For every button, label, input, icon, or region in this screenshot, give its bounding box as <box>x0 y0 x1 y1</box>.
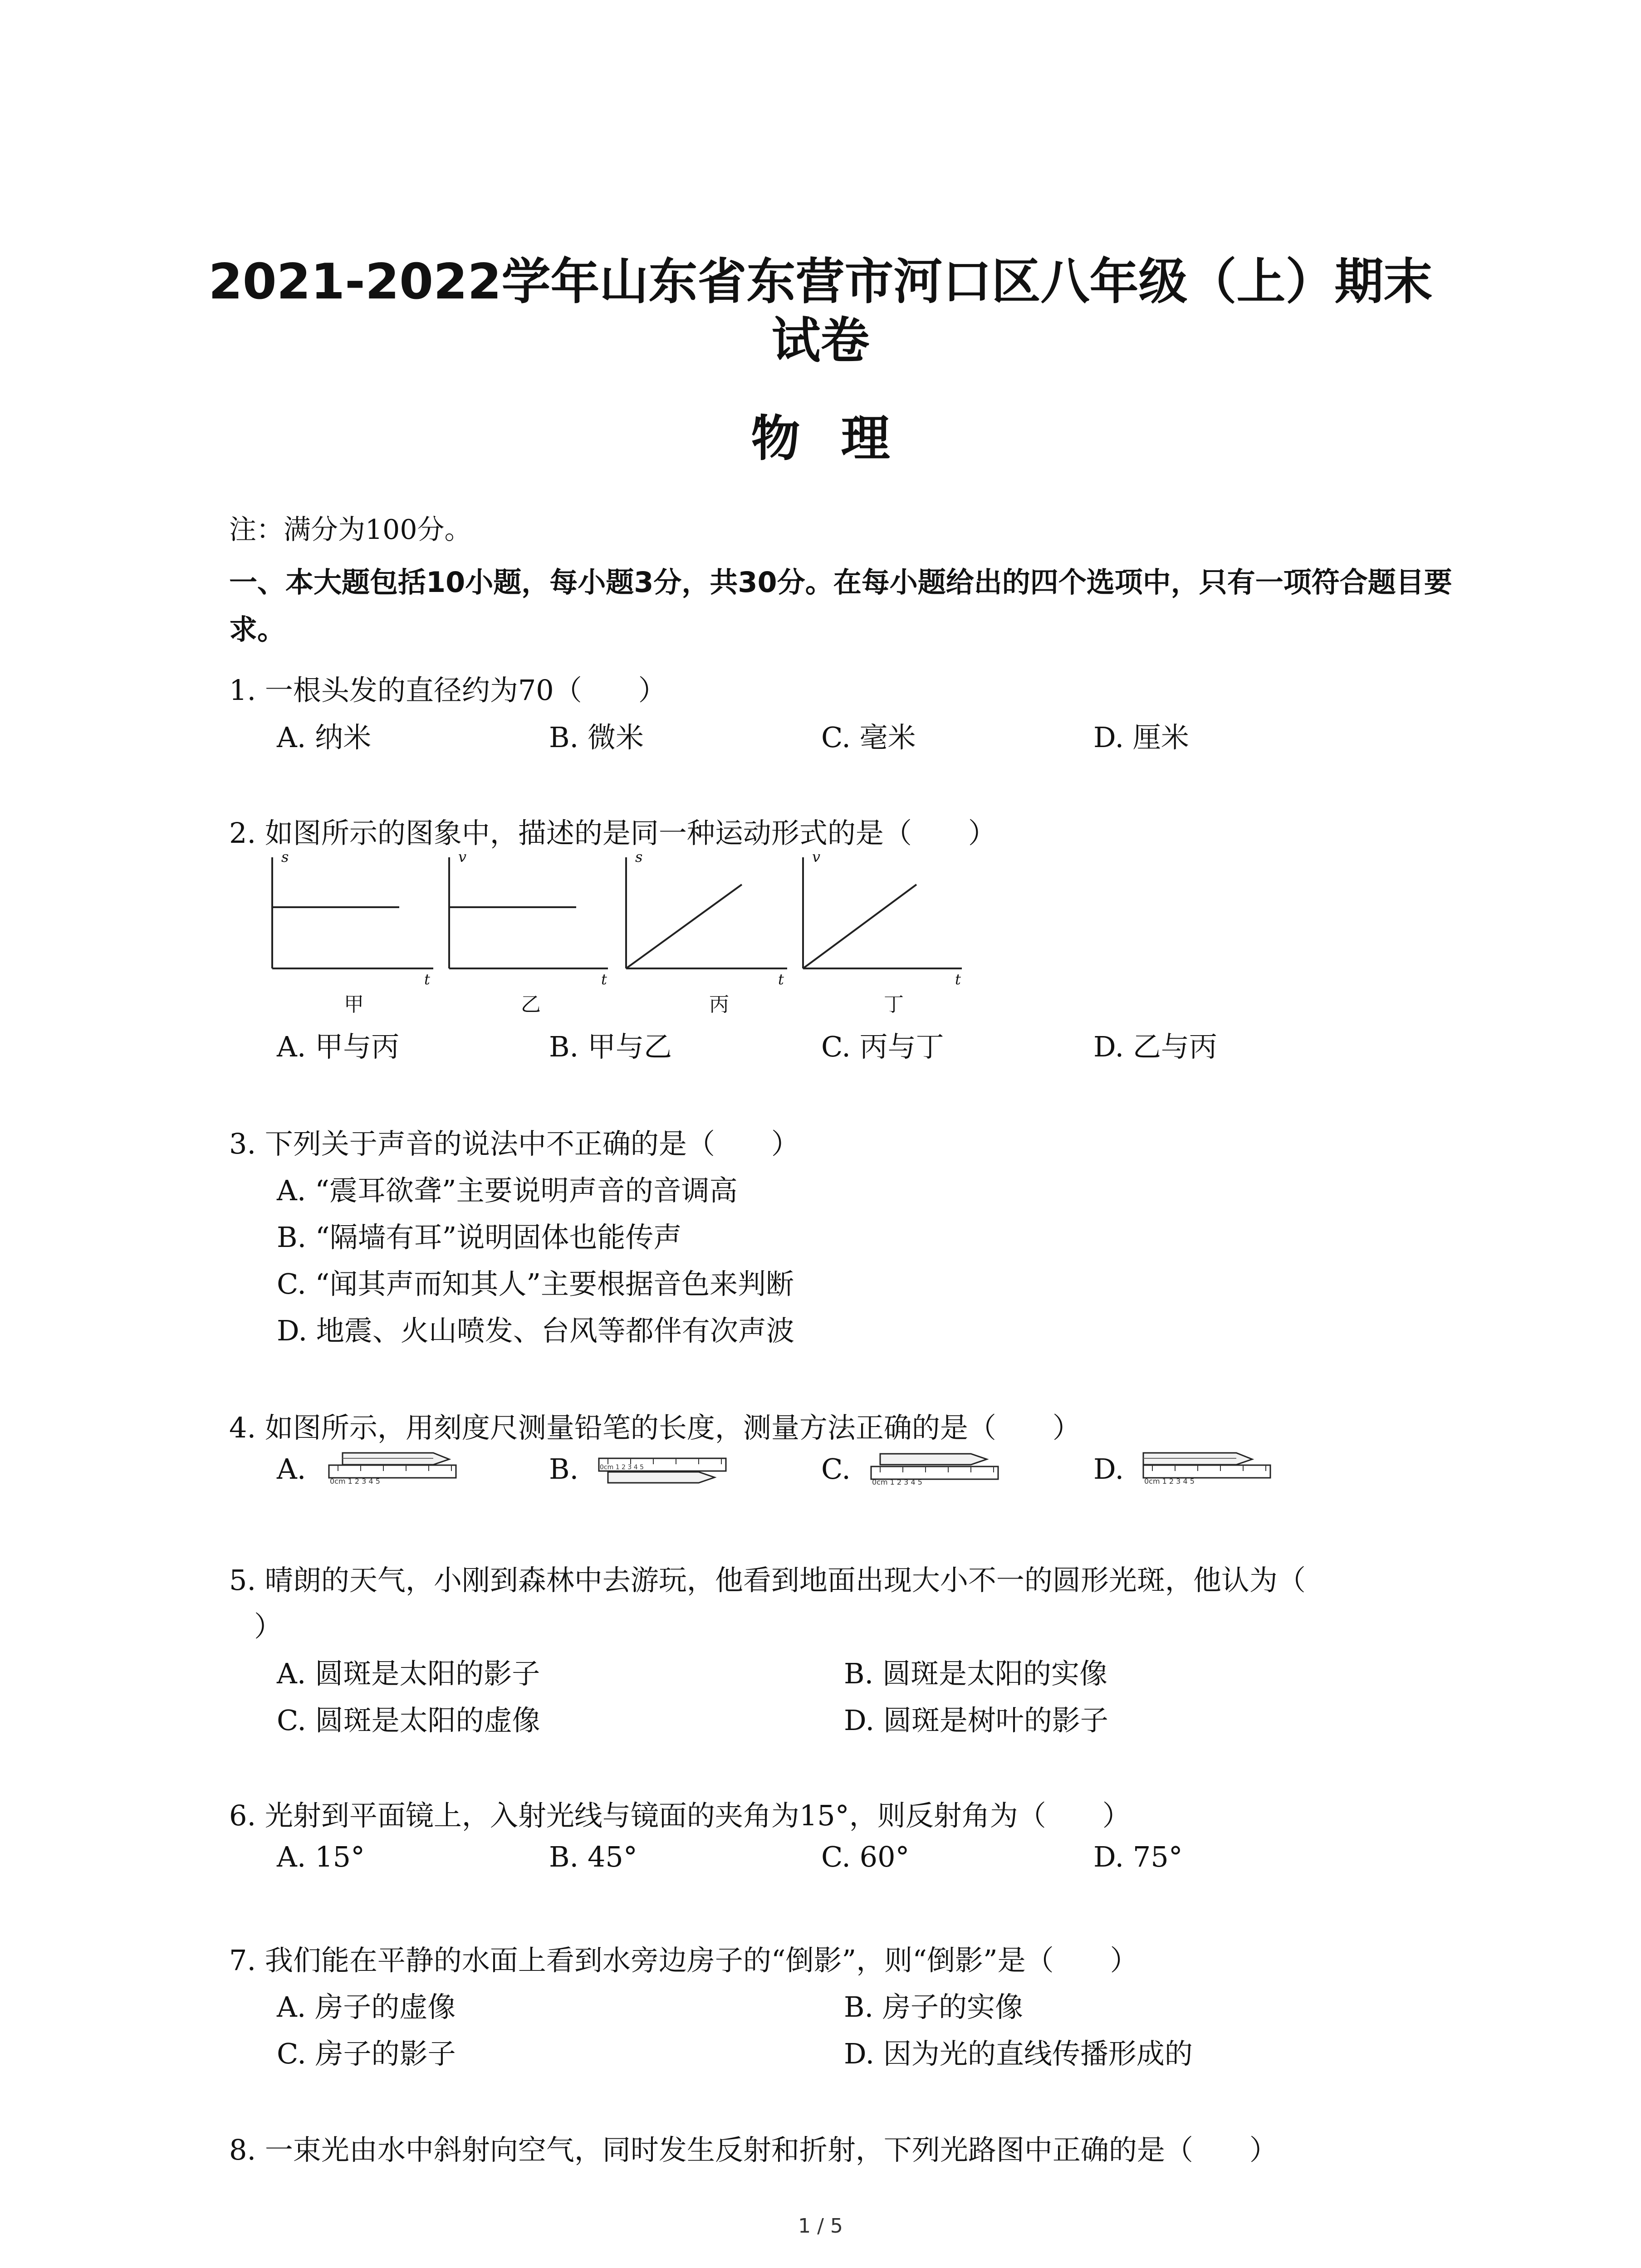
page-number: 1 / 5 <box>798 2214 843 2238</box>
q5-option-a: A. 圆斑是太阳的影子 <box>277 1657 540 1690</box>
question-6-stem: 6. 光射到平面镜上，入射光线与镜面的夹角为15°，则反射角为（ ） <box>229 1799 1131 1832</box>
q5-option-c: C. 圆斑是太阳的虚像 <box>277 1704 540 1737</box>
q2-option-d: D. 乙与丙 <box>1093 1030 1217 1063</box>
q4-ruler-figure-a <box>324 1449 460 1486</box>
q6-option-a: A. 15° <box>277 1840 365 1873</box>
question-2-stem: 2. 如图所示的图象中，描述的是同一种运动形式的是（ ） <box>229 816 996 850</box>
q4-ruler-b-ticks: 0cm 1 2 3 4 5 <box>600 1464 644 1471</box>
motion-graph-jia <box>263 853 445 998</box>
q4-option-a: A. <box>277 1452 306 1486</box>
graph-yi-label: 乙 <box>521 993 541 1016</box>
q3-option-a: A. “震耳欲聋”主要说明声音的音调高 <box>277 1174 738 1207</box>
q2-option-a: A. 甲与丙 <box>277 1030 400 1063</box>
q7-option-b: B. 房子的实像 <box>844 1990 1023 2024</box>
graph-bing-y-axis: s <box>635 848 643 865</box>
q6-option-c: C. 60° <box>821 1840 910 1873</box>
graph-bing-label: 丙 <box>709 993 729 1016</box>
q1-option-d: D. 厘米 <box>1093 721 1189 754</box>
graph-ding-x-axis: t <box>955 971 961 988</box>
q6-option-b: B. 45° <box>549 1840 637 1873</box>
question-3-stem: 3. 下列关于声音的说法中不正确的是（ ） <box>229 1127 799 1160</box>
graph-jia-x-axis: t <box>424 971 430 988</box>
question-5-stem-line2: ） <box>254 1610 283 1643</box>
q7-option-d: D. 因为光的直线传播形成的 <box>844 2037 1193 2070</box>
graph-jia-label: 甲 <box>344 993 364 1016</box>
q4-ruler-figure-d <box>1139 1449 1275 1486</box>
question-5-stem-line1: 5. 晴朗的天气，小刚到森林中去游玩，他看到地面出现大小不一的圆形光斑，他认为（ <box>229 1564 1306 1597</box>
q5-option-b: B. 圆斑是太阳的实像 <box>844 1657 1107 1690</box>
question-7-stem: 7. 我们能在平静的水面上看到水旁边房子的“倒影”，则“倒影”是（ ） <box>229 1944 1138 1977</box>
q3-option-c: C. “闻其声而知其人”主要根据音色来判断 <box>277 1267 794 1300</box>
exam-title-line1: 2021-2022学年山东省东营市河口区八年级（上）期末 <box>208 254 1433 310</box>
section-heading: 一、本大题包括10小题，每小题3分，共30分。在每小题给出的四个选项中，只有一项符合题目要求。 <box>229 566 1452 646</box>
q5-option-d: D. 圆斑是树叶的影子 <box>844 1704 1108 1737</box>
q4-ruler-figure-c <box>867 1449 1003 1486</box>
q4-ruler-c-ticks: 0cm 1 2 3 4 5 <box>872 1478 922 1486</box>
q4-option-c: C. <box>821 1452 851 1486</box>
graph-jia-y-axis: s <box>281 848 289 865</box>
score-note: 注：满分为100分。 <box>229 514 472 546</box>
q1-option-a: A. 纳米 <box>277 721 372 754</box>
graph-yi-x-axis: t <box>601 971 607 988</box>
motion-graph-yi <box>440 853 622 998</box>
q1-option-c: C. 毫米 <box>821 721 916 754</box>
subject-title: 物理 <box>751 411 931 467</box>
graph-bing-x-axis: t <box>778 971 784 988</box>
exam-title-line2: 试卷 <box>771 313 870 369</box>
q7-option-a: A. 房子的虚像 <box>277 1990 456 2024</box>
q4-option-d: D. <box>1093 1452 1124 1486</box>
q3-option-b: B. “隔墙有耳”说明固体也能传声 <box>277 1221 682 1254</box>
q7-option-c: C. 房子的影子 <box>277 2037 456 2070</box>
q4-ruler-d-ticks: 0cm 1 2 3 4 5 <box>1144 1477 1195 1486</box>
q6-option-d: D. 75° <box>1093 1840 1183 1873</box>
motion-graph-ding <box>794 853 975 998</box>
q2-option-b: B. 甲与乙 <box>549 1030 672 1063</box>
q2-option-c: C. 丙与丁 <box>821 1030 944 1063</box>
graph-ding-y-axis: v <box>812 848 821 865</box>
motion-graph-bing <box>617 853 798 998</box>
q4-option-b: B. <box>549 1452 579 1486</box>
question-1-stem: 1. 一根头发的直径约为70（ ） <box>229 674 666 707</box>
q4-ruler-a-ticks: 0cm 1 2 3 4 5 <box>330 1477 380 1486</box>
q3-option-d: D. 地震、火山喷发、台风等都伴有次声波 <box>277 1314 794 1347</box>
question-4-stem: 4. 如图所示，用刻度尺测量铅笔的长度，测量方法正确的是（ ） <box>229 1411 1081 1444</box>
q1-option-b: B. 微米 <box>549 721 644 754</box>
q4-ruler-figure-b <box>594 1449 730 1486</box>
graph-ding-label: 丁 <box>884 993 904 1016</box>
graph-yi-y-axis: v <box>458 848 467 865</box>
question-8-stem: 8. 一束光由水中斜射向空气，同时发生反射和折射，下列光路图中正确的是（ ） <box>229 2133 1278 2166</box>
